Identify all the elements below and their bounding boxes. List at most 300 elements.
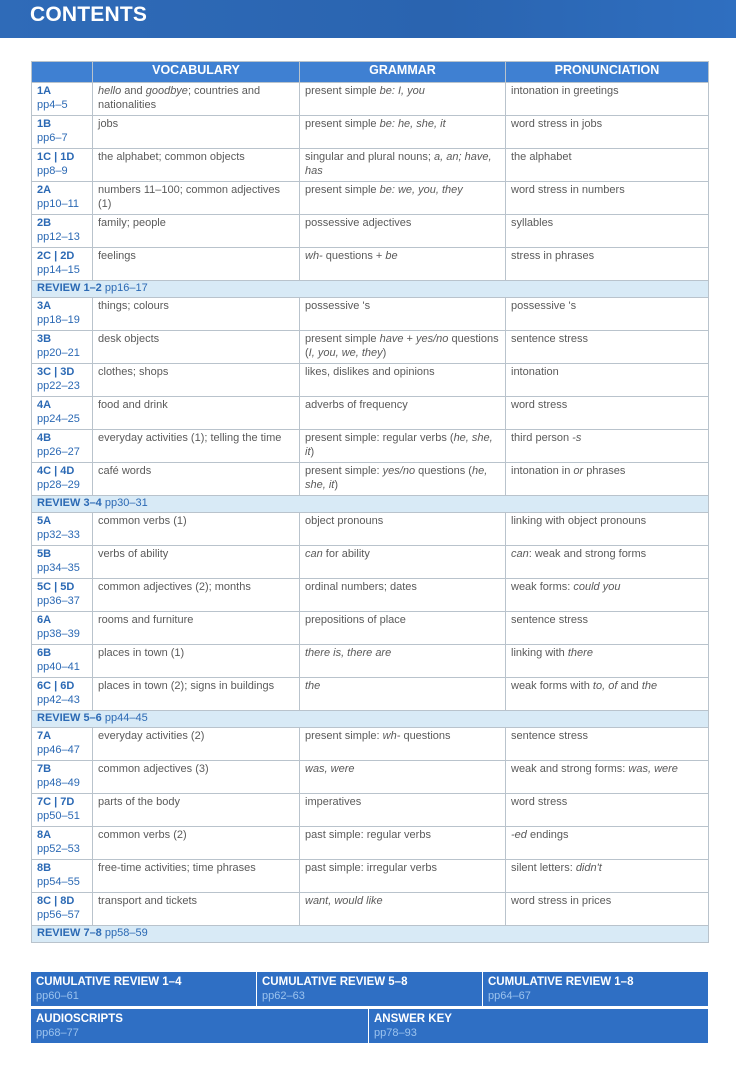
vocab-cell [93, 397, 300, 430]
unit-code: 5C | 5D [37, 581, 75, 593]
vocab-cell [93, 794, 300, 827]
text: and [121, 85, 146, 97]
unit-cell[interactable] [32, 513, 93, 546]
unit-cell[interactable] [32, 182, 93, 215]
unit-cell[interactable] [32, 546, 93, 579]
unit-code: 8B [37, 862, 52, 874]
unit-code: 3B [37, 333, 52, 345]
text: likes, dislikes and opinions [305, 366, 435, 378]
text: possessive adjectives [305, 217, 412, 229]
review-label: REVIEW 1–2 [37, 282, 102, 294]
header-pronunciation: PRONUNCIATION [506, 62, 709, 83]
grammar-cell [300, 149, 506, 182]
unit-cell[interactable] [32, 116, 93, 149]
text: word stress [511, 796, 568, 808]
review-label: REVIEW 3–4 [37, 497, 102, 509]
vocab-cell [93, 612, 300, 645]
text: free-time activities; time phrases [98, 862, 256, 874]
review-pages: pp58–59 [104, 927, 148, 939]
review-row [32, 281, 709, 298]
text: jobs [98, 118, 119, 130]
text: everyday activities (1); telling the time [98, 432, 282, 444]
italic-text: be: we, you, they [379, 184, 463, 196]
vocab-cell [93, 298, 300, 331]
unit-cell[interactable] [32, 761, 93, 794]
table-row [32, 794, 709, 827]
unit-code: 6C | 6D [37, 680, 75, 692]
vocab-cell [93, 182, 300, 215]
review-row [32, 711, 709, 728]
vocab-cell [93, 678, 300, 711]
bar-label: ANSWER KEY [374, 1013, 452, 1025]
pron-cell [506, 298, 709, 331]
unit-pages: pp28–29 [37, 479, 80, 491]
grammar-cell [300, 215, 506, 248]
text: intonation in [511, 465, 574, 477]
text: the alphabet [511, 151, 572, 163]
table-row [32, 579, 709, 612]
italic-text: could you [573, 581, 621, 593]
text: silent letters: [511, 862, 576, 874]
contents-table [31, 61, 709, 943]
text: clothes; shops [98, 366, 169, 378]
vocab-cell [93, 827, 300, 860]
unit-cell[interactable] [32, 248, 93, 281]
grammar-cell [300, 794, 506, 827]
table-row [32, 397, 709, 430]
text: past simple: regular verbs [305, 829, 431, 841]
text: intonation [511, 366, 559, 378]
text: verbs of ability [98, 548, 169, 560]
unit-code: 4A [37, 399, 52, 411]
italic-text: didn't [575, 862, 602, 874]
table-row [32, 116, 709, 149]
grammar-cell [300, 331, 506, 364]
review-cell [32, 496, 709, 513]
vocab-cell [93, 893, 300, 926]
italic-text: be [385, 250, 398, 262]
grammar-cell [300, 182, 506, 215]
text: : weak and strong forms [528, 548, 647, 560]
text: places in town (1) [98, 647, 185, 659]
unit-code: 1C | 1D [37, 151, 75, 163]
table-row [32, 546, 709, 579]
pron-cell [506, 860, 709, 893]
grammar-cell [300, 645, 506, 678]
pron-cell [506, 579, 709, 612]
pron-cell [506, 83, 709, 116]
unit-pages: pp38–39 [37, 628, 80, 640]
vocab-cell [93, 546, 300, 579]
text: food and drink [98, 399, 168, 411]
text: prepositions of place [305, 614, 406, 626]
unit-code: 8C | 8D [37, 895, 75, 907]
vocab-cell [93, 513, 300, 546]
pron-cell [506, 116, 709, 149]
grammar-cell [300, 116, 506, 149]
pron-cell [506, 794, 709, 827]
pron-cell [506, 397, 709, 430]
text: word stress [511, 399, 568, 411]
unit-cell[interactable] [32, 893, 93, 926]
table-row [32, 331, 709, 364]
italic-text: was, were [628, 763, 678, 775]
review-cell [32, 926, 709, 943]
unit-pages: pp48–49 [37, 777, 80, 789]
unit-pages: pp8–9 [37, 165, 68, 177]
unit-cell[interactable] [32, 364, 93, 397]
grammar-cell [300, 298, 506, 331]
text: common adjectives (2); months [98, 581, 251, 593]
vocab-cell [93, 430, 300, 463]
pron-cell [506, 430, 709, 463]
unit-cell[interactable] [32, 728, 93, 761]
unit-pages: pp18–19 [37, 314, 80, 326]
italic-text: be: I, you [379, 85, 425, 97]
table-row [32, 513, 709, 546]
review-row [32, 496, 709, 513]
table-row [32, 728, 709, 761]
text: family; people [98, 217, 166, 229]
unit-pages: pp12–13 [37, 231, 80, 243]
italic-text: or [573, 465, 584, 477]
vocab-cell [93, 860, 300, 893]
pron-cell [506, 248, 709, 281]
italic-text: want, would like [305, 895, 383, 907]
text: ) [382, 347, 387, 359]
vocab-cell [93, 116, 300, 149]
unit-cell[interactable] [32, 149, 93, 182]
unit-pages: pp34–35 [37, 562, 80, 574]
italic-text: a, an; have, has [305, 151, 492, 177]
bar-pages: pp68–77 [36, 1027, 79, 1039]
unit-pages: pp22–23 [37, 380, 80, 392]
unit-cell[interactable] [32, 331, 93, 364]
italic-text: wh- [382, 730, 401, 742]
text: everyday activities (2) [98, 730, 205, 742]
text: sentence stress [511, 730, 589, 742]
grammar-cell [300, 83, 506, 116]
table-row [32, 860, 709, 893]
unit-code: 2B [37, 217, 52, 229]
italic-text: goodbye [145, 85, 188, 97]
bar-pages: pp62–63 [262, 990, 305, 1002]
vocab-cell [93, 364, 300, 397]
grammar-cell [300, 546, 506, 579]
text: linking with object pronouns [511, 515, 647, 527]
bar-label: AUDIOSCRIPTS [36, 1013, 123, 1025]
bar-label: CUMULATIVE REVIEW 1–4 [36, 976, 182, 988]
text: present simple: [305, 465, 383, 477]
grammar-cell [300, 513, 506, 546]
text: word stress in jobs [511, 118, 603, 130]
text: intonation in greetings [511, 85, 619, 97]
unit-code: 2C | 2D [37, 250, 75, 262]
text: weak and strong forms: [511, 763, 629, 775]
unit-code: 6A [37, 614, 52, 626]
unit-code: 7A [37, 730, 52, 742]
pron-cell [506, 645, 709, 678]
grammar-cell [300, 761, 506, 794]
unit-pages: pp14–15 [37, 264, 80, 276]
page-title: CONTENTS [30, 3, 148, 26]
cumulative-review-5-8[interactable] [257, 972, 482, 1006]
review-pages: pp44–45 [104, 712, 148, 724]
pron-cell [506, 331, 709, 364]
vocab-cell [93, 645, 300, 678]
review-cell [32, 711, 709, 728]
text: word stress in prices [511, 895, 612, 907]
italic-text: can [511, 548, 529, 560]
unit-code: 4C | 4D [37, 465, 75, 477]
unit-cell[interactable] [32, 860, 93, 893]
unit-code: 7B [37, 763, 52, 775]
italic-text: hello [98, 85, 122, 97]
text: for ability [322, 548, 370, 560]
header-unit [32, 62, 93, 83]
pron-cell [506, 678, 709, 711]
text: present simple [305, 184, 380, 196]
vocab-cell [93, 579, 300, 612]
text: adverbs of frequency [305, 399, 408, 411]
table-row [32, 83, 709, 116]
unit-pages: pp32–33 [37, 529, 80, 541]
table-row [32, 612, 709, 645]
text: questions + [322, 250, 386, 262]
review-label: REVIEW 7–8 [37, 927, 102, 939]
grammar-cell [300, 827, 506, 860]
text: questions [400, 730, 451, 742]
review-pages: pp16–17 [104, 282, 148, 294]
unit-pages: pp4–5 [37, 99, 68, 111]
italic-text: there [567, 647, 593, 659]
unit-pages: pp54–55 [37, 876, 80, 888]
header-vocabulary: VOCABULARY [93, 62, 300, 83]
pron-cell [506, 149, 709, 182]
italic-text: to, of [592, 680, 618, 692]
audioscripts[interactable] [31, 1009, 368, 1043]
unit-pages: pp10–11 [37, 198, 80, 210]
unit-cell[interactable] [32, 612, 93, 645]
text: questions ( [305, 333, 499, 359]
italic-text: there is, there are [305, 647, 392, 659]
table-row [32, 678, 709, 711]
unit-pages: pp26–27 [37, 446, 80, 458]
table-row [32, 215, 709, 248]
grammar-cell [300, 612, 506, 645]
grammar-cell [300, 678, 506, 711]
unit-pages: pp6–7 [37, 132, 68, 144]
text: stress in phrases [511, 250, 595, 262]
text: possessive 's [511, 300, 577, 312]
answer-key[interactable] [369, 1009, 708, 1043]
pron-cell [506, 827, 709, 860]
table-row [32, 430, 709, 463]
review-row [32, 926, 709, 943]
unit-pages: pp46–47 [37, 744, 80, 756]
text: desk objects [98, 333, 160, 345]
unit-cell[interactable] [32, 794, 93, 827]
grammar-cell [300, 463, 506, 496]
text: sentence stress [511, 333, 589, 345]
italic-text: was, were [305, 763, 355, 775]
table-row [32, 827, 709, 860]
text: places in town (2); signs in buildings [98, 680, 275, 692]
unit-code: 5B [37, 548, 52, 560]
pron-cell [506, 463, 709, 496]
unit-code: 5A [37, 515, 52, 527]
bar-pages: pp64–67 [488, 990, 531, 1002]
unit-pages: pp52–53 [37, 843, 80, 855]
text: common adjectives (3) [98, 763, 209, 775]
unit-cell[interactable] [32, 430, 93, 463]
italic-text: wh- [305, 250, 323, 262]
unit-cell[interactable] [32, 827, 93, 860]
text: things; colours [98, 300, 169, 312]
italic-text: he, she, it [305, 432, 493, 458]
text: third person [511, 432, 573, 444]
text: and [617, 680, 642, 692]
table-row [32, 761, 709, 794]
italic-text: yes/no [416, 333, 449, 345]
italic-text: the [305, 680, 321, 692]
italic-text: he, she, it [305, 465, 488, 491]
text: singular and plural nouns; [305, 151, 435, 163]
italic-text: yes/no [382, 465, 416, 477]
italic-text: have [379, 333, 404, 345]
cumulative-review-1-4[interactable] [31, 972, 256, 1006]
unit-cell[interactable] [32, 215, 93, 248]
vocab-cell [93, 761, 300, 794]
vocab-cell [93, 149, 300, 182]
unit-pages: pp50–51 [37, 810, 80, 822]
bar-label: CUMULATIVE REVIEW 1–8 [488, 976, 634, 988]
vocab-cell [93, 215, 300, 248]
unit-pages: pp20–21 [37, 347, 80, 359]
text: linking with [511, 647, 568, 659]
text: feelings [98, 250, 136, 262]
table-row [32, 298, 709, 331]
text: ordinal numbers; dates [305, 581, 417, 593]
text: common verbs (2) [98, 829, 187, 841]
text: parts of the body [98, 796, 180, 808]
unit-code: 8A [37, 829, 52, 841]
review-cell [32, 281, 709, 298]
unit-code: 1A [37, 85, 52, 97]
review-pages: pp30–31 [104, 497, 148, 509]
table-row [32, 182, 709, 215]
pron-cell [506, 364, 709, 397]
text: ) [334, 479, 339, 491]
italic-text: I, you, we, they [308, 347, 383, 359]
text: ) [310, 446, 315, 458]
text: endings [526, 829, 569, 841]
text: present simple [305, 85, 380, 97]
vocab-cell [93, 83, 300, 116]
text: past simple: irregular verbs [305, 862, 438, 874]
unit-cell[interactable] [32, 463, 93, 496]
table-row [32, 149, 709, 182]
unit-cell[interactable] [32, 397, 93, 430]
grammar-cell [300, 430, 506, 463]
grammar-cell [300, 397, 506, 430]
unit-cell[interactable] [32, 579, 93, 612]
pron-cell [506, 761, 709, 794]
vocab-cell [93, 331, 300, 364]
text: word stress in numbers [511, 184, 625, 196]
table-row [32, 893, 709, 926]
cumulative-review-1-8[interactable] [483, 972, 708, 1006]
unit-pages: pp56–57 [37, 909, 80, 921]
grammar-cell [300, 893, 506, 926]
text: object pronouns [305, 515, 384, 527]
pron-cell [506, 728, 709, 761]
table-row [32, 645, 709, 678]
unit-pages: pp40–41 [37, 661, 80, 673]
text: rooms and furniture [98, 614, 194, 626]
text: present simple: [305, 730, 383, 742]
unit-cell[interactable] [32, 645, 93, 678]
vocab-cell [93, 463, 300, 496]
unit-cell[interactable] [32, 298, 93, 331]
text: imperatives [305, 796, 362, 808]
text: syllables [511, 217, 554, 229]
text: + [403, 333, 416, 345]
bar-pages: pp60–61 [36, 990, 79, 1002]
italic-text: -s [572, 432, 582, 444]
table-row [32, 463, 709, 496]
unit-code: 3C | 3D [37, 366, 75, 378]
unit-cell[interactable] [32, 678, 93, 711]
pron-cell [506, 546, 709, 579]
grammar-cell [300, 579, 506, 612]
grammar-cell [300, 364, 506, 397]
table-header [32, 62, 709, 83]
pron-cell [506, 612, 709, 645]
text: transport and tickets [98, 895, 198, 907]
text: ; countries and nationalities [98, 85, 261, 111]
review-label: REVIEW 5–6 [37, 712, 102, 724]
table-row [32, 248, 709, 281]
italic-text: be: he, she, it [379, 118, 446, 130]
title-banner [0, 0, 736, 38]
pron-cell [506, 215, 709, 248]
grammar-cell [300, 728, 506, 761]
text: present simple [305, 118, 380, 130]
text: numbers 11–100; common adjectives (1) [98, 184, 281, 210]
italic-text: can [305, 548, 323, 560]
italic-text: -ed [511, 829, 527, 841]
text: weak forms: [511, 581, 574, 593]
pron-cell [506, 513, 709, 546]
text: weak forms with [511, 680, 593, 692]
text: café words [98, 465, 152, 477]
unit-pages: pp42–43 [37, 694, 80, 706]
pron-cell [506, 182, 709, 215]
vocab-cell [93, 248, 300, 281]
table-row [32, 364, 709, 397]
text: possessive 's [305, 300, 371, 312]
unit-cell[interactable] [32, 83, 93, 116]
unit-pages: pp36–37 [37, 595, 80, 607]
unit-pages: pp24–25 [37, 413, 80, 425]
unit-code: 6B [37, 647, 52, 659]
grammar-cell [300, 860, 506, 893]
text: present simple: regular verbs ( [305, 432, 454, 444]
italic-text: the [641, 680, 658, 692]
text: the alphabet; common objects [98, 151, 245, 163]
text: common verbs (1) [98, 515, 187, 527]
